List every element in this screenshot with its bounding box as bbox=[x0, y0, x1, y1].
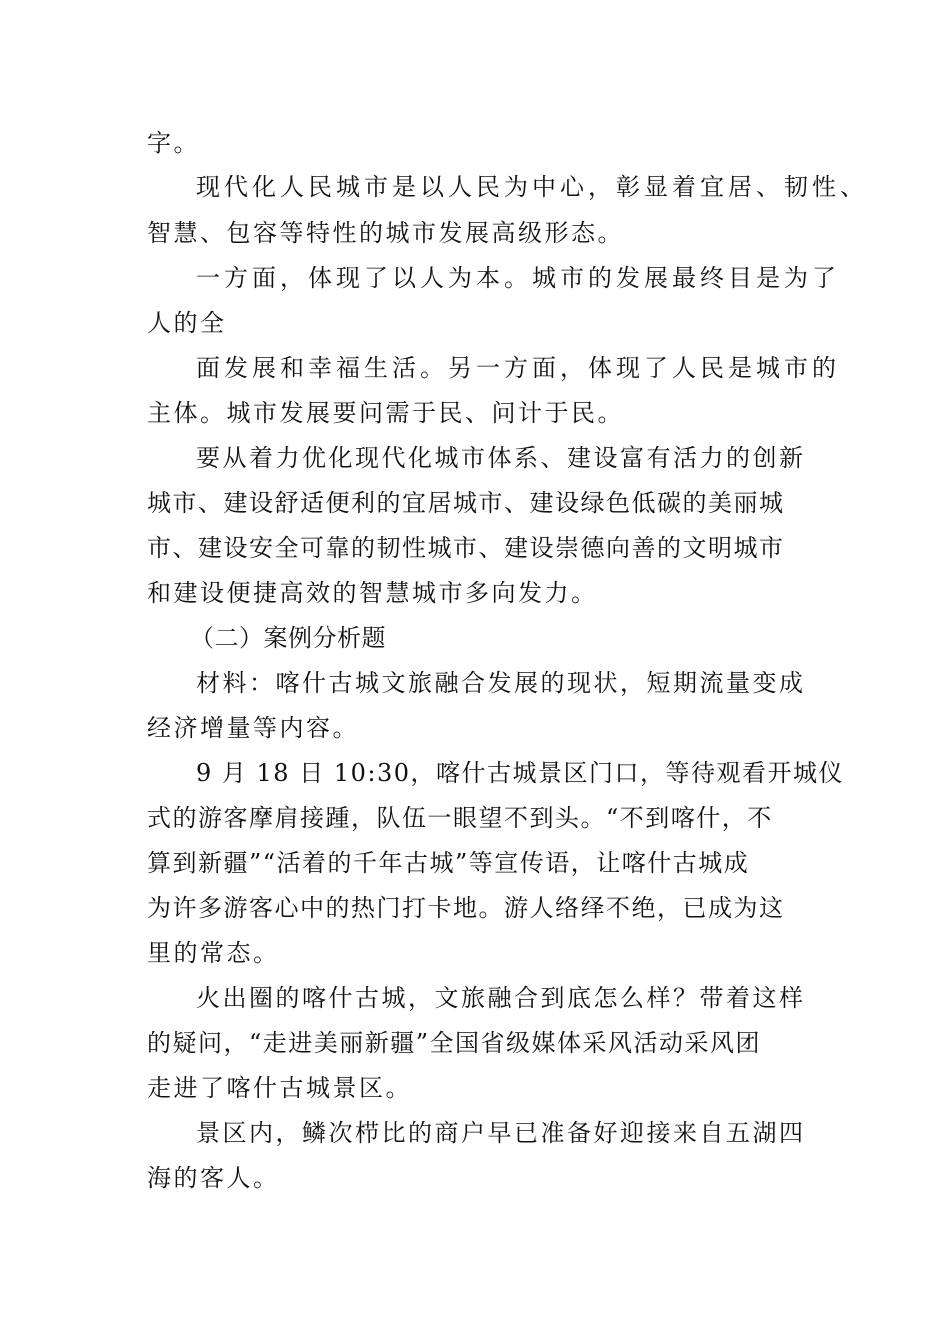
text-line-17: 为许多游客心中的热门打卡地。游人络绎不绝，已成为这 bbox=[147, 894, 785, 922]
text-line-21: 走进了喀什古城景区。 bbox=[147, 1074, 412, 1102]
text-line-4: 一方面，体现了以人为本。城市的发展最终目是为了 bbox=[196, 264, 840, 292]
text-line-15: 式的游客摩肩接踵，队伍一眼望不到头。“不到喀什，不 bbox=[147, 804, 773, 832]
text-line-20: 的疑问，“走进美丽新疆”全国省级媒体采风活动采风团 bbox=[147, 1029, 762, 1057]
text-line-5: 人的全 bbox=[147, 309, 227, 337]
text-line-16: 算到新疆”“活着的千年古城”等宣传语，让喀什古城成 bbox=[147, 849, 750, 877]
text-line-1: 字。 bbox=[147, 129, 200, 157]
text-line-6: 面发展和幸福生活。另一方面，体现了人民是城市的 bbox=[196, 354, 840, 382]
text-line-3: 智慧、包容等特性的城市发展高级形态。 bbox=[147, 219, 624, 247]
text-line-19: 火出圈的喀什古城，文旅融合到底怎么样？带着这样 bbox=[196, 984, 806, 1012]
text-line-7: 主体。城市发展要问需于民、问计于民。 bbox=[147, 399, 624, 427]
text-line-8: 要从着力优化现代化城市体系、建设富有活力的创新 bbox=[196, 444, 806, 472]
text-line-13: 经济增量等内容。 bbox=[147, 714, 359, 742]
text-line-22: 景区内，鳞次栉比的商户早已准备好迎接来自五湖四 bbox=[196, 1119, 806, 1147]
text-line-11: 和建设便捷高效的智慧城市多向发力。 bbox=[147, 579, 598, 607]
text-line-12: 材料：喀什古城文旅融合发展的现状，短期流量变成 bbox=[196, 669, 806, 697]
text-line-18: 里的常态。 bbox=[147, 939, 280, 967]
text-line-2: 现代化人民城市是以人民为中心，彰显着宜居、韧性、 bbox=[196, 173, 868, 201]
text-line-10: 市、建设安全可靠的韧性城市、建设崇德向善的文明城市 bbox=[147, 534, 785, 562]
section-heading: （二）案例分析题 bbox=[190, 624, 386, 652]
text-line-23: 海的客人。 bbox=[147, 1164, 280, 1192]
text-line-9: 城市、建设舒适便利的宜居城市、建设绿色低碳的美丽城 bbox=[147, 489, 785, 517]
text-line-14: 9 月 18 日 10:30，喀什古城景区门口，等待观看开城仪 bbox=[196, 759, 844, 787]
